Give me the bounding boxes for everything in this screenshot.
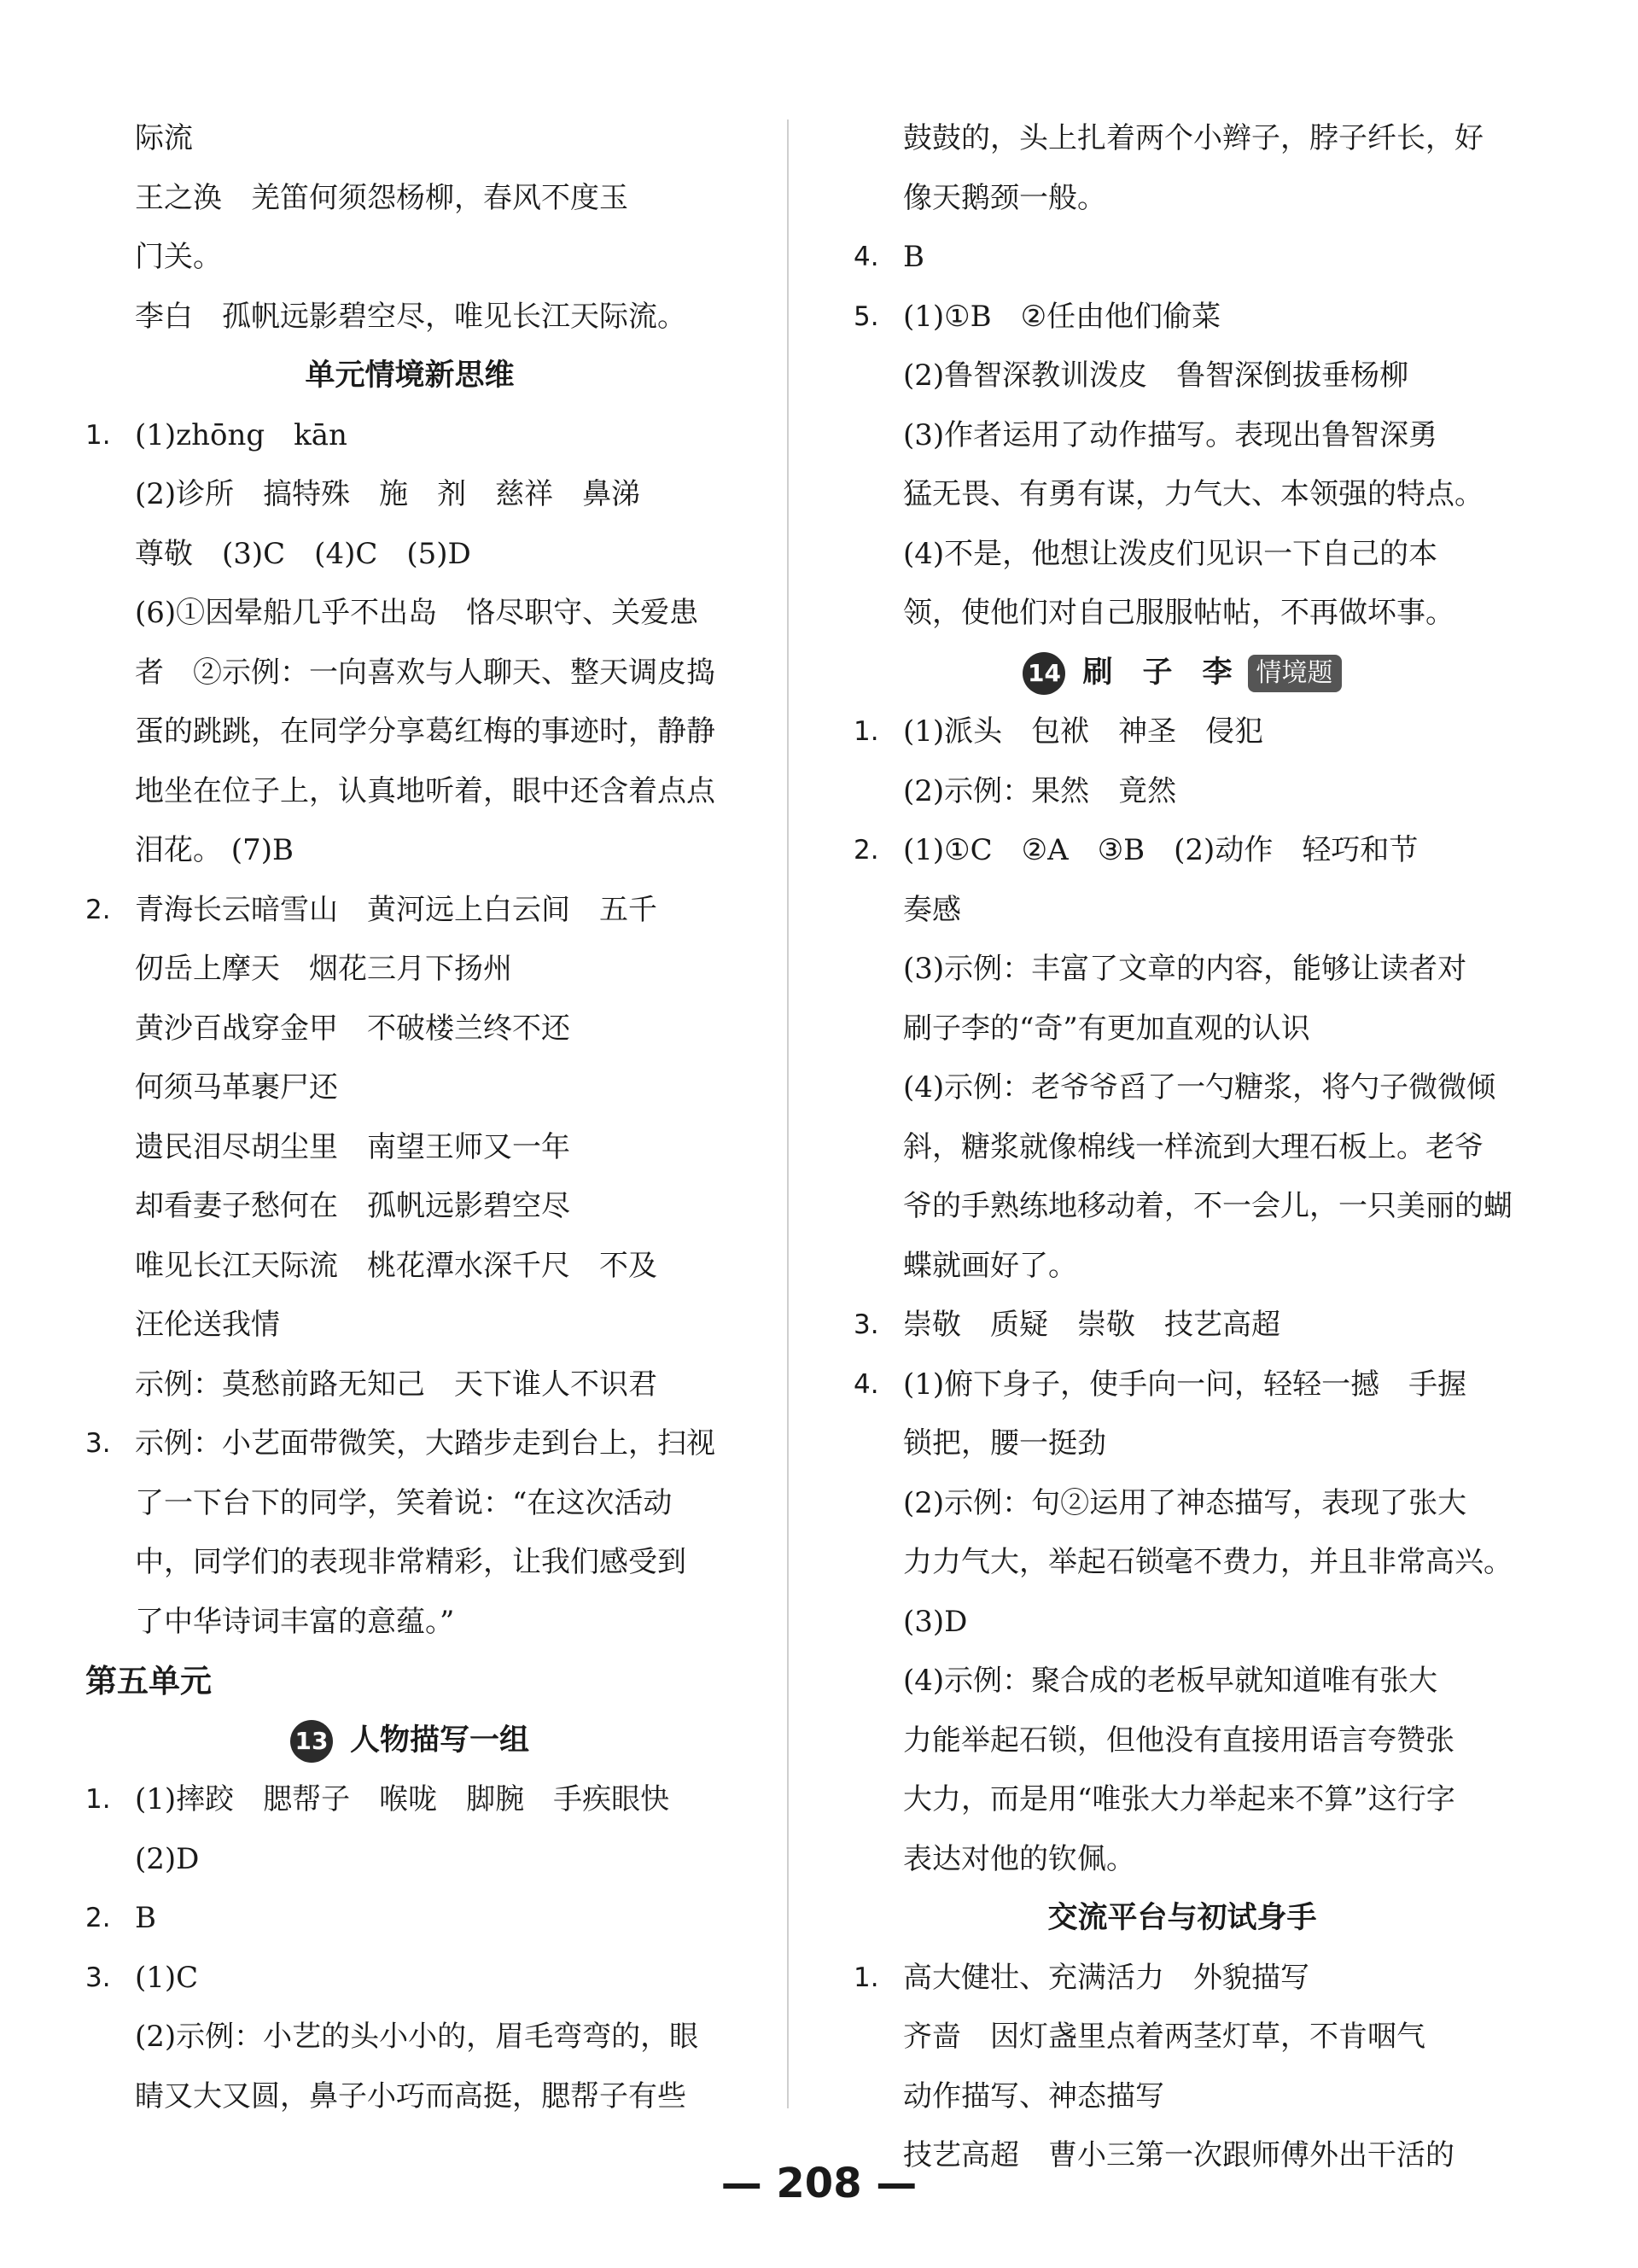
question-number: 1.: [85, 419, 111, 451]
answer-line: [854, 1474, 1511, 1534]
question-number: 5.: [854, 300, 879, 332]
section-heading: [85, 347, 734, 406]
answer-line: [85, 1830, 734, 1890]
lesson-number-badge: 13: [290, 1720, 333, 1763]
answer-line: [85, 584, 734, 644]
answer-line: [854, 1414, 1511, 1474]
answer-line: [854, 1652, 1511, 1711]
unit-heading: 第五单元: [85, 1663, 212, 1700]
answer-line: [854, 1593, 1511, 1653]
answer-line: [85, 288, 734, 347]
answer-text: 像天鹅颈一般。: [903, 180, 1106, 215]
answer-text: (3)D: [903, 1604, 968, 1639]
left-column: [85, 109, 734, 2126]
answer-line: [85, 1177, 734, 1237]
answer-text: (1)zhōng kān: [135, 417, 347, 452]
answer-text: 齐啬 因灯盏里点着两茎灯草，不肯咽气: [903, 2020, 1425, 2054]
scenario-tag: 情境题: [1248, 655, 1342, 692]
answer-line: [854, 1533, 1511, 1593]
answer-text: 奏感: [903, 892, 961, 927]
answer-line: [85, 703, 734, 762]
question-number: 3.: [85, 1962, 111, 1993]
answer-text: (1)①C ②A ③B (2)动作 轻巧和节: [903, 833, 1419, 867]
answer-text: 力能举起石锁，但他没有直接用语言夸赞张: [903, 1723, 1454, 1758]
answer-line: [854, 1058, 1511, 1118]
answer-line: [854, 1118, 1511, 1178]
answer-text: (3)示例：丰富了文章的内容，能够让读者对: [903, 952, 1467, 986]
answer-line: [85, 1593, 734, 1653]
answer-text: 唯见长江天际流 桃花潭水深千尺 不及: [135, 1248, 657, 1283]
answer-text: (1)派头 包袱 神圣 侵犯: [903, 714, 1264, 749]
answer-item: [85, 1770, 734, 1830]
answer-item: [85, 881, 734, 941]
answer-item: [85, 1949, 734, 2009]
answer-text: 尊敬 (3)C (4)C (5)D: [135, 536, 471, 571]
question-number: 3.: [85, 1428, 111, 1459]
answer-line: [85, 525, 734, 585]
answer-text: B: [903, 240, 924, 274]
section-heading-text: 人物描写一组: [349, 1723, 529, 1758]
answer-line: [854, 2008, 1511, 2067]
answer-text: 鼓鼓的，头上扎着两个小辫子，脖子纤长，好: [903, 121, 1484, 155]
answer-line: [85, 228, 734, 288]
answer-text: (2)诊所 搞特殊 施 剂 慈祥 鼻涕: [135, 477, 641, 511]
answer-line: [85, 1356, 734, 1415]
answer-line: [85, 1118, 734, 1178]
question-number: 2.: [85, 1903, 111, 1933]
answer-line: [854, 406, 1511, 466]
answer-text: 锁把，腰一挺劲: [903, 1426, 1106, 1460]
answer-item: [854, 821, 1511, 881]
question-number: 3.: [854, 1309, 879, 1340]
answer-text: 了中华诗词丰富的意蕴。”: [135, 1604, 455, 1639]
answer-line: [85, 762, 734, 822]
section-heading: [854, 644, 1511, 703]
answer-line: [854, 2067, 1511, 2127]
answer-item: [854, 1356, 1511, 1415]
answer-line: [85, 1237, 734, 1297]
answer-line: [854, 169, 1511, 229]
answer-text: 斜，糖浆就像棉线一样流到大理石板上。老爷: [903, 1129, 1484, 1164]
section-heading-text: 单元情境新思维: [305, 359, 515, 393]
answer-text: (4)示例：聚合成的老板早就知道唯有张大: [903, 1664, 1438, 1698]
answer-text: (1)C: [135, 1960, 199, 1995]
answer-text: 黄沙百战穿金甲 不破楼兰终不还: [135, 1011, 570, 1046]
answer-text: 际流: [135, 121, 193, 155]
answer-item: [85, 1889, 734, 1949]
answer-line: [85, 644, 734, 703]
answer-text: (1)俯下身子，使手向一问，轻轻一撼 手握: [903, 1367, 1467, 1402]
answer-text: (1)摔跤 腮帮子 喉咙 脚腕 手疾眼快: [135, 1782, 670, 1816]
answer-text: 却看妻子愁何在 孤帆远影碧空尽: [135, 1189, 570, 1223]
answer-text: 泪花。 (7)B: [135, 833, 294, 867]
answer-text: 遗民泪尽胡尘里 南望王师又一年: [135, 1129, 570, 1164]
answer-line: [85, 821, 734, 881]
answer-line: [854, 881, 1511, 941]
answer-text: 刷子李的“奇”有更加直观的认识: [903, 1011, 1310, 1046]
answer-line: [85, 1000, 734, 1059]
answer-text: 崇敬 质疑 崇敬 技艺高超: [903, 1308, 1280, 1342]
answer-text: 青海长云暗雪山 黄河远上白云间 五千: [135, 892, 657, 927]
answer-text: 爷的手熟练地移动着，不一会儿，一只美丽的蝴: [903, 1189, 1513, 1223]
answer-text: 技艺高超 曹小三第一次跟师傅外出干活的: [903, 2138, 1454, 2172]
answer-line: [854, 584, 1511, 644]
answer-text: 睛又大又圆，鼻子小巧而高挺，腮帮子有些: [135, 2079, 686, 2113]
answer-line: [85, 1058, 734, 1118]
answer-text: 蝶就画好了。: [903, 1248, 1077, 1283]
answer-line: [854, 1830, 1511, 1890]
section-heading-text: 交流平台与初试身手: [1047, 1901, 1317, 1935]
answer-text: (2)D: [135, 1841, 200, 1876]
answer-line: [854, 1237, 1511, 1297]
answer-text: (2)示例：果然 竟然: [903, 773, 1177, 808]
answer-line: [854, 1177, 1511, 1237]
answer-text: 何须马革裹尸还: [135, 1070, 338, 1105]
answer-item: [854, 288, 1511, 347]
answer-text: B: [135, 1901, 156, 1935]
answer-item: [854, 1296, 1511, 1356]
answer-text: 了一下台下的同学，笑着说：“在这次活动: [135, 1485, 673, 1520]
answer-text: 力力气大，举起石锁毫不费力，并且非常高兴。: [903, 1545, 1513, 1579]
answer-text: (2)示例：句②运用了神态描写，表现了张大: [903, 1485, 1467, 1520]
answer-text: 汪伦送我情: [135, 1308, 280, 1342]
section-heading: [85, 1711, 734, 1771]
answer-line: [854, 1000, 1511, 1059]
lesson-number-badge: 14: [1023, 652, 1065, 695]
answer-text: (3)作者运用了动作描写。表现出鲁智深勇: [903, 417, 1438, 452]
answer-line: [854, 109, 1511, 169]
answer-text: 门关。: [135, 240, 222, 274]
answer-text: 高大健壮、充满活力 外貌描写: [903, 1960, 1309, 1995]
answer-item: [85, 406, 734, 466]
answer-line: [85, 2067, 734, 2127]
question-number: 1.: [854, 716, 879, 747]
question-number: 2.: [854, 835, 879, 866]
answer-line: [854, 465, 1511, 525]
answer-text: 王之涣 羌笛何须怨杨柳，春风不度玉: [135, 180, 628, 215]
question-number: 4.: [854, 242, 879, 272]
answer-text: (2)示例：小艺的头小小的，眉毛弯弯的，眼: [135, 2020, 699, 2054]
answer-text: 示例：莫愁前路无知己 天下谁人不识君: [135, 1367, 657, 1402]
answer-line: [85, 2008, 734, 2067]
answer-text: 动作描写、神态描写: [903, 2079, 1164, 2113]
answer-item: [85, 1414, 734, 1474]
section-heading-text: 刷 子 李: [1082, 655, 1233, 690]
answer-text: (6)①因晕船几乎不出岛 恪尽职守、关爱患: [135, 596, 699, 630]
answer-line: [85, 109, 734, 169]
question-number: 1.: [85, 1784, 111, 1815]
answer-text: 大力，而是用“唯张大力举起来不算”这行字: [903, 1782, 1455, 1816]
answer-text: 领，使他们对自己服服帖帖，不再做坏事。: [903, 596, 1454, 630]
section-heading: [854, 1889, 1511, 1949]
answer-line: [854, 1770, 1511, 1830]
answer-line: [854, 347, 1511, 406]
answer-text: 中，同学们的表现非常精彩，让我们感受到: [135, 1545, 686, 1579]
answer-line: [854, 940, 1511, 1000]
answer-line: [85, 169, 734, 229]
answer-line: [85, 940, 734, 1000]
answer-text: (2)鲁智深教训泼皮 鲁智深倒拔垂杨柳: [903, 359, 1409, 393]
answer-text: (4)示例：老爷爷舀了一勺糖浆，将勺子微微倾: [903, 1070, 1496, 1105]
answer-text: (4)不是，他想让泼皮们见识一下自己的本: [903, 536, 1438, 571]
answer-line: [85, 1474, 734, 1534]
column-divider: [787, 120, 789, 2108]
answer-item: [854, 228, 1511, 288]
answer-line: [85, 465, 734, 525]
answer-text: (1)①B ②任由他们偷菜: [903, 299, 1221, 334]
answer-text: 猛无畏、有勇有谋，力气大、本领强的特点。: [903, 477, 1484, 511]
right-column: [854, 109, 1511, 2186]
question-number: 1.: [854, 1962, 879, 1993]
answer-line: [85, 1533, 734, 1593]
answer-text: 地坐在位子上，认真地听着，眼中还含着点点: [135, 773, 715, 808]
answer-text: 示例：小艺面带微笑，大踏步走到台上，扫视: [135, 1426, 715, 1460]
question-number: 2.: [85, 894, 111, 925]
answer-item: [854, 703, 1511, 762]
answer-text: 表达对他的钦佩。: [903, 1841, 1135, 1876]
answer-line: [854, 525, 1511, 585]
answer-text: 仞岳上摩天 烟花三月下扬州: [135, 952, 512, 986]
answer-text: 者 ②示例：一向喜欢与人聊天、整天调皮捣: [135, 655, 715, 690]
question-number: 4.: [854, 1368, 879, 1400]
answer-item: [854, 1949, 1511, 2009]
answer-text: 蛋的跳跳，在同学分享葛红梅的事迹时，静静: [135, 714, 715, 749]
answer-line: [854, 1711, 1511, 1771]
page-number: — 208 —: [720, 2160, 918, 2207]
answer-text: 李白 孤帆远影碧空尽，唯见长江天际流。: [135, 299, 686, 334]
answer-line: [85, 1296, 734, 1356]
answer-line: [854, 762, 1511, 822]
